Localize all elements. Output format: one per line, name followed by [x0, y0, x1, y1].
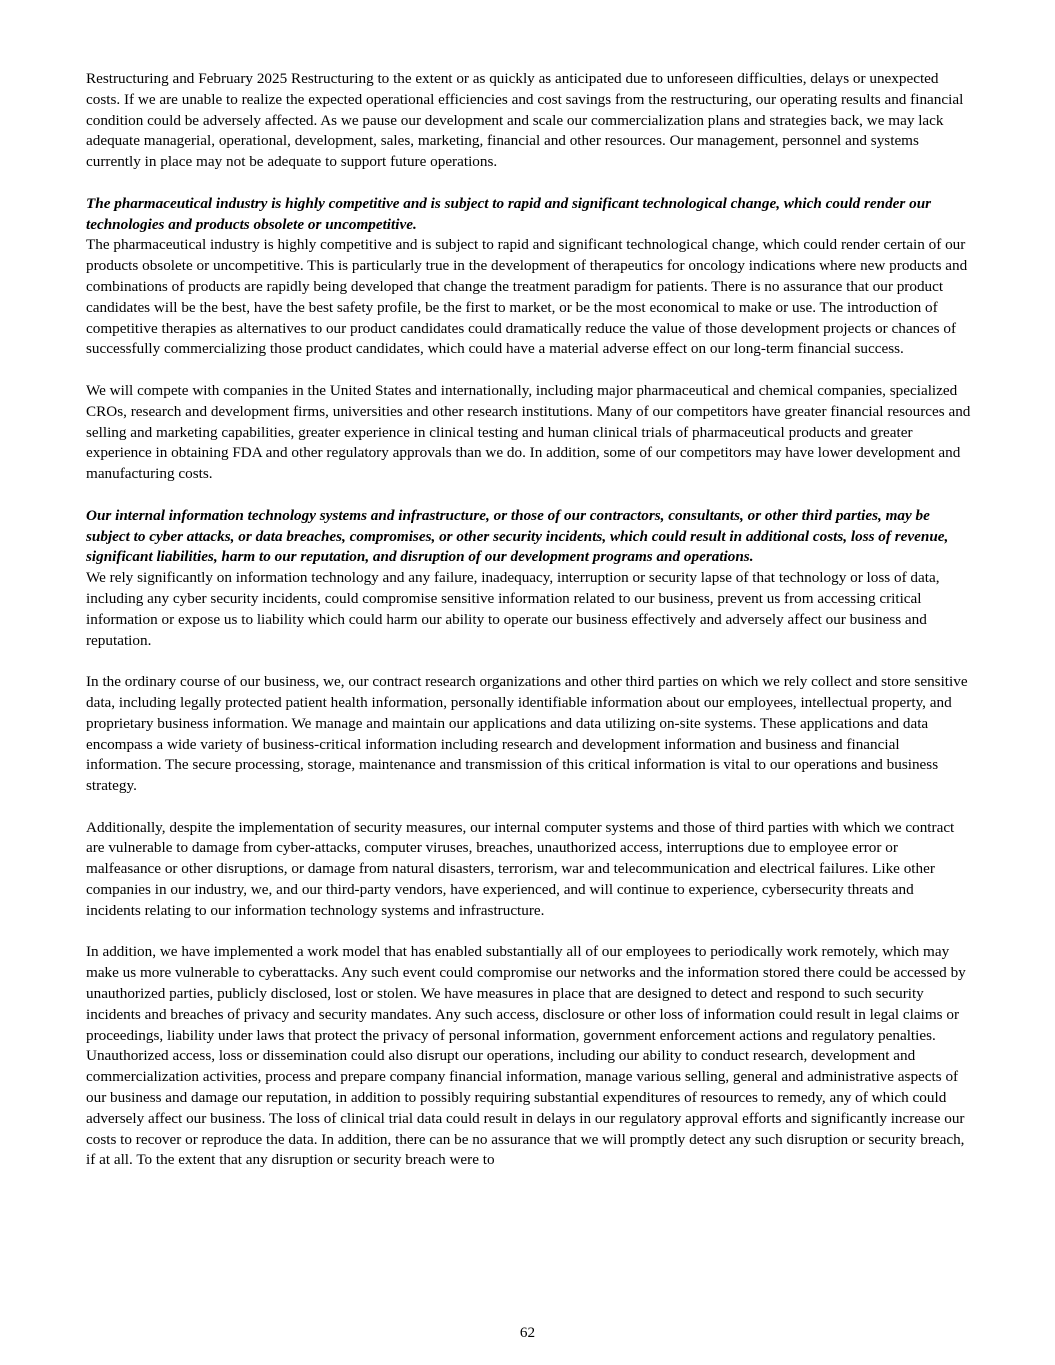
- section-heading: Our internal information technology systems and infrastructure, or those of our contractors, consultants, or other third parties, may be subject to cyber attacks, or data breaches, compromises, or other security incidents, which could result in additional costs, loss of revenue, significant liabilities, harm to our reputation, and disruption of our development programs and operations.: [86, 506, 949, 566]
- paragraph: The pharmaceutical industry is highly competitive and is subject to rapid and significant technological change, which could render certain of our products obsolete or uncompetitive. This is particularly true in the development of therapeutics for oncology indications where new products and combinations of products are rapidly being developed that change the treatment paradigm for patients. There is no assurance that our product candidates will be the best, have the best safety profile, be the first to market, or be the most economical to make or use. The introduction of competitive therapies as alternatives to our product candidates could dramatically reduce the value of those development projects or chances of successfully commercializing those product candidates, which could have a material adverse effect on our long-term financial success.: [86, 236, 968, 358]
- paragraph: In addition, we have implemented a work model that has enabled substantially all of our employees to periodically work remotely, which may make us more vulnerable to cyberattacks. Any such event could compromise our networks and the information stored there could be accessed by unauthorized parties, publicly disclosed, lost or stolen. We have measures in place that are designed to detect and respond to such security incidents and breaches of privacy and security mandates. Any such access, disclosure or other loss of information could result in legal claims or proceedings, liability under laws that protect the privacy of personal information, government enforcement actions and regulatory penalties. Unauthorized access, loss or dissemination could also disrupt our operations, including our ability to conduct research, development and commercialization activities, process and prepare company financial information, manage various selling, general and administrative aspects of our business and damage our reputation, in addition to possibly requiring substantial expenditures of resources to remedy, any of which could adversely affect our business. The loss of clinical trial data could result in delays in our regulatory approval efforts and significantly increase our costs to recover or reproduce the data. In addition, there can be no assurance that we will promptly detect any such disruption or security breach, if at all. To the extent that any disruption or security breach were to: [86, 943, 966, 1169]
- paragraph: We will compete with companies in the United States and internationally, including major pharmaceutical and chemical companies, specialized CROs, research and development firms, universities and other research institutions. Many of our competitors have greater financial resources and selling and marketing capabilities, greater experience in clinical testing and human clinical trials of pharmaceutical products and greater experience in obtaining FDA and other regulatory approvals than we do. In addition, some of our competitors may have lower development and manufacturing costs.: [86, 381, 971, 483]
- paragraph: In the ordinary course of our business, we, our contract research organizations and other third parties on which we rely collect and store sensitive data, including legally protected patient health information, personally identifiable information about our employees, intellectual property, and proprietary business information. We manage and maintain our applications and data utilizing on-site systems. These applications and data encompass a wide variety of business-critical information including research and development information and business and financial information. The secure processing, storage, maintenance and transmission of this critical information is vital to our operations and business strategy.: [86, 673, 968, 795]
- paragraph: Additionally, despite the implementation of security measures, our internal computer systems and those of third parties with which we contract are vulnerable to damage from cyber-attacks, computer viruses, breaches, unauthorized access, interruptions due to employee error or malfeasance or other disruptions, or damage from natural disasters, terrorism, war and telecommunication and electrical failures. Like other companies in our industry, we, and our third-party vendors, have experienced, and will continue to experience, cybersecurity threats and incidents relating to our information technology systems and infrastructure.: [86, 818, 955, 919]
- paragraph: We rely significantly on information technology and any failure, inadequacy, interruption or security lapse of that technology or loss of data, including any cyber security incidents, could compromise sensitive information related to our business, prevent us from accessing critical information or expose us to liability which could harm our ability to operate our business effectively and adversely affect our business and reputation.: [86, 569, 940, 649]
- section-heading: The pharmaceutical industry is highly competitive and is subject to rapid and significant technological change, which could render our technologies and products obsolete or uncompetitive.: [86, 194, 932, 233]
- paragraph: Restructuring and February 2025 Restructuring to the extent or as quickly as anticipated due to unforeseen difficulties, delays or unexpected costs. If we are unable to realize the expected operational efficiencies and cost savings from the restructuring, our operating results and financial condition could be adversely affected. As we pause our development and scale our commercialization plans and strategies back, we may lack adequate managerial, operational, development, sales, marketing, financial and other resources. Our management, personnel and systems currently in place may not be adequate to support future operations.: [86, 70, 964, 171]
- page-number: 62: [519, 1324, 536, 1341]
- document-body: [86, 69, 972, 1192]
